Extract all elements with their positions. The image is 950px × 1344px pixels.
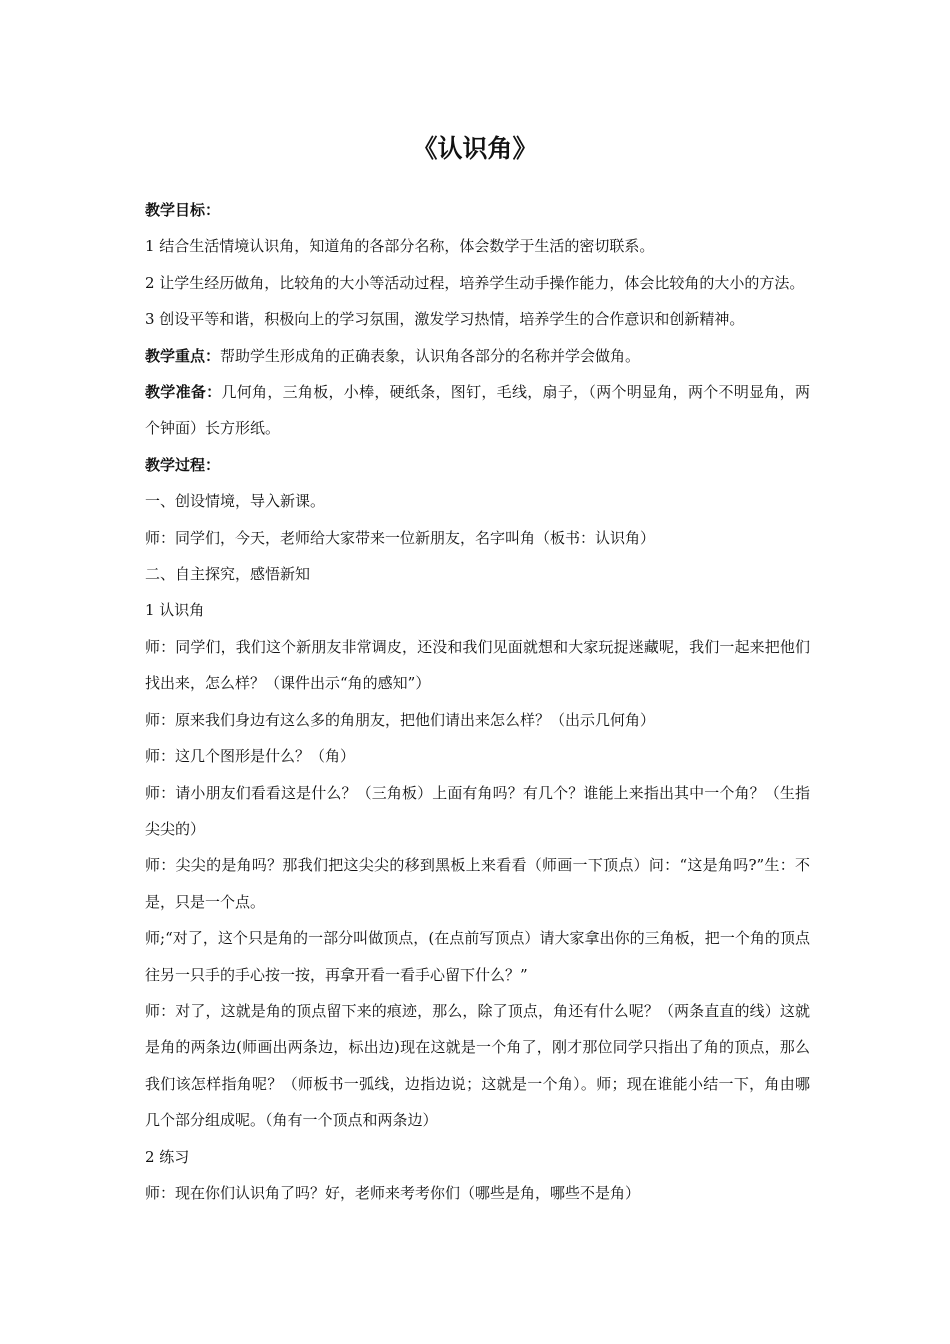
objective-item-2: 2 让学生经历做角，比较角的大小等活动过程，培养学生动手操作能力，体会比较角的大小的方法。 xyxy=(145,273,805,292)
key-point-text: 帮助学生形成角的正确表象，认识角各部分的名称并学会做角。 xyxy=(220,346,641,365)
process-paragraph: 1 认识角 xyxy=(145,601,205,620)
process-paragraph: 师：这几个图形是什么？（角） xyxy=(145,747,356,766)
objective-item-1: 1 结合生活情境认识角，知道角的各部分名称，体会数学于生活的密切联系。 xyxy=(145,237,655,256)
process-paragraph: 师：原来我们身边有这么多的角朋友，把他们请出来怎么样？（出示几何角） xyxy=(145,710,656,729)
preparation-text: 几何角，三角板，小棒，硬纸条，图钉，毛线，扇子，（两个明显角，两个不明显角，两个钟面）长方形纸。 xyxy=(145,383,810,438)
objective-item-3: 3 创设平等和谐，积极向上的学习氛围，激发学习热情，培养学生的合作意识和创新精神。 xyxy=(145,310,745,329)
process-heading: 教学过程： xyxy=(145,455,221,474)
preparation-paragraph xyxy=(145,374,810,447)
process-paragraph: 二、自主探究，感悟新知 xyxy=(145,565,311,584)
document-title: 《认识角》 xyxy=(412,134,538,163)
process-paragraph: 师：同学们，我们这个新朋友非常调皮，还没和我们见面就想和大家玩捉迷藏呢，我们一起来把他们找出来，怎么样？（课件出示“角的感知”） xyxy=(145,637,810,693)
process-paragraph: 师：对了，这就是角的顶点留下来的痕迹，那么，除了顶点，角还有什么呢？（两条直直的线）这就是角的两条边(师画出两条边，标出边)现在这就是一个角了，刚才那位同学只指出了角的顶点，那么我们该怎样指角呢？（师板书一弧线，边指边说；这就是一个角）。师；现在谁能小结一下，角由哪几个部分组成呢。（角有一个顶点和两条边） xyxy=(145,1001,810,1130)
document-body xyxy=(145,192,810,1211)
process-paragraph: 师;“对了，这个只是角的一部分叫做顶点，(在点前写顶点）请大家拿出你的三角板，把一个角的顶点往另一只手的手心按一按，再拿开看一看手心留下什么？” xyxy=(145,929,810,984)
key-point-paragraph xyxy=(145,338,810,374)
objectives-heading: 教学目标： xyxy=(145,201,221,219)
process-paragraph: 师：尖尖的是角吗？那我们把这尖尖的移到黑板上来看看（师画一下顶点）问：“这是角吗?”生：不是，只是一个点。 xyxy=(145,856,810,911)
process-paragraph: 师：现在你们认识角了吗？好，老师来考考你们（哪些是角，哪些不是角） xyxy=(145,1183,641,1202)
process-paragraph: 2 练习 xyxy=(145,1147,190,1166)
preparation-label: 教学准备： xyxy=(145,383,222,402)
process-paragraph: 师：同学们，今天，老师给大家带来一位新朋友，名字叫角（板书：认识角） xyxy=(145,528,656,547)
process-paragraph: 师：请小朋友们看看这是什么？（三角板）上面有角吗？有几个？谁能上来指出其中一个角？（生指尖尖的） xyxy=(145,783,810,838)
process-paragraph: 一、创设情境，导入新课。 xyxy=(145,492,326,511)
key-point-label: 教学重点： xyxy=(145,346,221,365)
